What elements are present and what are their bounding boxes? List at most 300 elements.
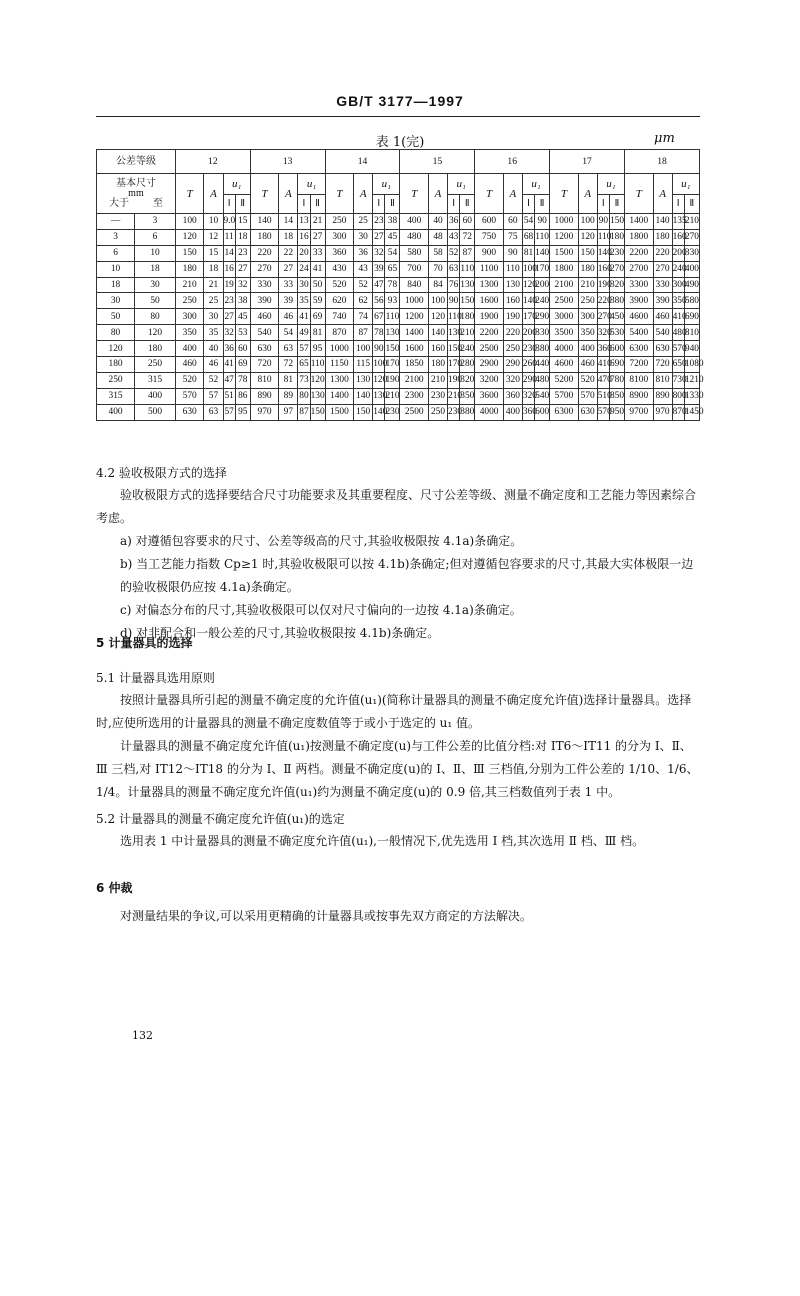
- value-cell: 32: [223, 325, 235, 341]
- a-header: A: [204, 174, 223, 214]
- value-cell: 180: [609, 229, 624, 245]
- value-cell: 480: [400, 229, 429, 245]
- u1-header: u₁: [522, 174, 549, 195]
- value-cell: 35: [204, 325, 223, 341]
- u1-header: u₁: [298, 174, 325, 195]
- value-cell: 400: [684, 261, 699, 277]
- value-cell: 330: [535, 325, 550, 341]
- value-cell: 320: [609, 277, 624, 293]
- table-row: [97, 357, 700, 373]
- value-cell: 190: [503, 309, 522, 325]
- value-cell: 250: [325, 214, 354, 230]
- value-cell: 3600: [475, 388, 504, 404]
- value-cell: 39: [279, 293, 298, 309]
- section-6: [96, 877, 700, 928]
- value-cell: 810: [250, 372, 279, 388]
- value-cell: 140: [373, 404, 385, 420]
- value-cell: 360: [503, 388, 522, 404]
- size-to-cell: 3: [135, 214, 176, 230]
- value-cell: 460: [175, 357, 204, 373]
- paragraph: 对测量结果的争议,可以采用更精确的计量器具或按事先双方商定的方法解决。: [120, 909, 532, 923]
- value-cell: 140: [597, 245, 609, 261]
- value-cell: 170: [448, 357, 460, 373]
- value-cell: 580: [400, 245, 429, 261]
- value-cell: 540: [653, 325, 672, 341]
- tolerance-table-wrapper: [96, 149, 704, 421]
- value-cell: 260: [522, 357, 534, 373]
- value-cell: 57: [298, 341, 310, 357]
- value-cell: 150: [448, 341, 460, 357]
- value-cell: 450: [609, 309, 624, 325]
- subsection-heading: 5.1 计量器具选用原则: [96, 671, 215, 685]
- value-cell: 57: [204, 388, 223, 404]
- u1-grade-ii-header: Ⅱ: [460, 195, 475, 214]
- section-heading: 5 计量器具的选择: [96, 636, 193, 650]
- value-cell: 690: [684, 309, 699, 325]
- value-cell: 41: [298, 309, 310, 325]
- value-cell: 97: [279, 404, 298, 420]
- value-cell: 220: [503, 325, 522, 341]
- value-cell: 180: [460, 309, 475, 325]
- value-cell: 90: [448, 293, 460, 309]
- value-cell: 250: [503, 341, 522, 357]
- value-cell: 74: [354, 309, 373, 325]
- value-cell: 36: [223, 341, 235, 357]
- value-cell: 63: [279, 341, 298, 357]
- size-from-cell: 10: [97, 261, 135, 277]
- value-cell: 120: [310, 372, 325, 388]
- value-cell: 110: [385, 309, 400, 325]
- value-cell: 210: [448, 388, 460, 404]
- value-cell: 18: [204, 261, 223, 277]
- value-cell: 360: [522, 404, 534, 420]
- grade-17-header: 17: [550, 150, 625, 174]
- value-cell: 520: [578, 372, 597, 388]
- standard-header: GB/T 3177—1997: [336, 93, 464, 109]
- value-cell: 18: [235, 229, 250, 245]
- value-cell: 78: [235, 372, 250, 388]
- value-cell: 330: [653, 277, 672, 293]
- paragraph: 计量器具的测量不确定度允许值(u₁)按测量不确定度(u)与工件公差的比值分档:对 IT6～IT11 的分为 Ⅰ、Ⅱ、Ⅲ 三档,对 IT12～IT18 的分为 Ⅰ、Ⅱ 两档。测量不确定度(u)的 Ⅰ、Ⅱ、Ⅲ 三档值,分别为工件公差的 1/10、1/6、1/4。计量器具的测量不确定度允许值(u₁)约为测量不确定度(u)的 0.9 倍,其三档数值列于表 1 中。: [96, 739, 699, 799]
- value-cell: 730: [672, 372, 684, 388]
- u1-grade-ii-header: Ⅱ: [609, 195, 624, 214]
- value-cell: 800: [672, 388, 684, 404]
- value-cell: 4000: [550, 341, 579, 357]
- u1-grade-i-header: Ⅰ: [522, 195, 534, 214]
- value-cell: 3200: [475, 372, 504, 388]
- value-cell: 46: [279, 309, 298, 325]
- size-label: 基本尺寸: [115, 177, 156, 189]
- value-cell: 350: [578, 325, 597, 341]
- paragraph: 验收极限方式的选择要结合尺寸功能要求及其重要程度、尺寸公差等级、测量不确定度和工艺能力等因素综合考虑。: [96, 488, 697, 525]
- value-cell: 38: [385, 214, 400, 230]
- value-cell: 110: [503, 261, 522, 277]
- value-cell: 18: [279, 229, 298, 245]
- value-cell: 180: [250, 229, 279, 245]
- value-cell: 270: [250, 261, 279, 277]
- page-number: 132: [132, 1029, 153, 1042]
- table-row: [97, 388, 700, 404]
- value-cell: 120: [522, 277, 534, 293]
- value-cell: 430: [325, 261, 354, 277]
- value-cell: 50: [310, 277, 325, 293]
- size-to-cell: 80: [135, 309, 176, 325]
- value-cell: 540: [250, 325, 279, 341]
- value-cell: 1210: [684, 372, 699, 388]
- value-cell: 76: [448, 277, 460, 293]
- value-cell: 23: [235, 245, 250, 261]
- value-cell: 30: [354, 229, 373, 245]
- value-cell: 300: [672, 277, 684, 293]
- value-cell: 23: [373, 214, 385, 230]
- value-cell: 410: [672, 309, 684, 325]
- value-cell: 16: [298, 229, 310, 245]
- value-cell: 180: [653, 229, 672, 245]
- value-cell: 5700: [550, 388, 579, 404]
- section-heading: 6 仲裁: [96, 881, 133, 895]
- u1-header: u₁: [373, 174, 400, 195]
- value-cell: 130: [354, 372, 373, 388]
- value-cell: 270: [609, 261, 624, 277]
- value-cell: 890: [653, 388, 672, 404]
- size-from-cell: 80: [97, 325, 135, 341]
- value-cell: 63: [204, 404, 223, 420]
- value-cell: 27: [235, 261, 250, 277]
- u1-grade-i-header: Ⅰ: [373, 195, 385, 214]
- value-cell: 120: [373, 372, 385, 388]
- value-cell: 20: [298, 245, 310, 261]
- value-cell: 200: [522, 325, 534, 341]
- value-cell: 95: [235, 404, 250, 420]
- value-cell: 620: [325, 293, 354, 309]
- value-cell: 210: [429, 372, 448, 388]
- value-cell: 49: [298, 325, 310, 341]
- value-cell: 230: [522, 341, 534, 357]
- value-cell: 290: [503, 357, 522, 373]
- value-cell: 130: [310, 388, 325, 404]
- value-cell: 700: [400, 261, 429, 277]
- value-cell: 130: [448, 325, 460, 341]
- value-cell: 630: [175, 404, 204, 420]
- value-cell: 100: [522, 261, 534, 277]
- size-from-cell: 400: [97, 404, 135, 420]
- value-cell: 14: [279, 214, 298, 230]
- value-cell: 7200: [624, 357, 653, 373]
- value-cell: 870: [325, 325, 354, 341]
- value-cell: 150: [354, 404, 373, 420]
- value-cell: 41: [310, 261, 325, 277]
- value-cell: 520: [325, 277, 354, 293]
- value-cell: 9700: [624, 404, 653, 420]
- value-cell: 58: [429, 245, 448, 261]
- value-cell: 220: [597, 293, 609, 309]
- value-cell: 380: [535, 341, 550, 357]
- value-cell: 190: [385, 372, 400, 388]
- size-from-cell: 3: [97, 229, 135, 245]
- value-cell: 1850: [400, 357, 429, 373]
- value-cell: 410: [597, 357, 609, 373]
- value-cell: 140: [250, 214, 279, 230]
- value-cell: 6300: [550, 404, 579, 420]
- value-cell: 160: [429, 341, 448, 357]
- value-cell: 40: [204, 341, 223, 357]
- value-cell: 11: [223, 229, 235, 245]
- value-cell: 250: [175, 293, 204, 309]
- value-cell: 320: [597, 325, 609, 341]
- value-cell: 65: [298, 357, 310, 373]
- value-cell: 9.0: [223, 214, 235, 230]
- value-cell: 300: [175, 309, 204, 325]
- value-cell: 510: [597, 388, 609, 404]
- value-cell: 90: [535, 214, 550, 230]
- value-cell: 36: [448, 214, 460, 230]
- value-cell: 63: [448, 261, 460, 277]
- t-header: T: [325, 174, 354, 214]
- u1-grade-ii-header: Ⅱ: [310, 195, 325, 214]
- value-cell: 90: [373, 341, 385, 357]
- value-cell: 93: [385, 293, 400, 309]
- value-cell: 4000: [475, 404, 504, 420]
- value-cell: 270: [653, 261, 672, 277]
- value-cell: 54: [385, 245, 400, 261]
- value-cell: 2300: [400, 388, 429, 404]
- value-cell: 36: [354, 245, 373, 261]
- value-cell: 480: [535, 372, 550, 388]
- value-cell: 950: [609, 404, 624, 420]
- value-cell: 5400: [624, 325, 653, 341]
- size-to-cell: 250: [135, 357, 176, 373]
- value-cell: 3900: [624, 293, 653, 309]
- t-header: T: [550, 174, 579, 214]
- value-cell: 45: [385, 229, 400, 245]
- value-cell: 72: [279, 357, 298, 373]
- grade-16-header: 16: [475, 150, 550, 174]
- size-from-cell: 30: [97, 293, 135, 309]
- value-cell: 15: [235, 214, 250, 230]
- u1-grade-i-header: Ⅰ: [223, 195, 235, 214]
- value-cell: 280: [460, 357, 475, 373]
- value-cell: 840: [400, 277, 429, 293]
- size-from-cell: —: [97, 214, 135, 230]
- value-cell: 47: [223, 372, 235, 388]
- value-cell: 60: [503, 214, 522, 230]
- value-cell: 150: [310, 404, 325, 420]
- value-cell: 78: [373, 325, 385, 341]
- u1-grade-i-header: Ⅰ: [448, 195, 460, 214]
- value-cell: 130: [503, 277, 522, 293]
- value-cell: 52: [448, 245, 460, 261]
- value-cell: 350: [175, 325, 204, 341]
- grade-12-header: 12: [175, 150, 250, 174]
- size-to-cell: 120: [135, 325, 176, 341]
- table-row: [97, 372, 700, 388]
- value-cell: 120: [578, 229, 597, 245]
- value-cell: 2100: [550, 277, 579, 293]
- value-cell: 2500: [550, 293, 579, 309]
- u1-header: u₁: [597, 174, 624, 195]
- value-cell: 33: [279, 277, 298, 293]
- value-cell: 230: [385, 404, 400, 420]
- size-to-cell: 315: [135, 372, 176, 388]
- value-cell: 100: [175, 214, 204, 230]
- value-cell: 15: [204, 245, 223, 261]
- value-cell: 1300: [475, 277, 504, 293]
- size-to-cell: 500: [135, 404, 176, 420]
- value-cell: 1200: [400, 309, 429, 325]
- table-row: [97, 404, 700, 420]
- value-cell: 350: [460, 388, 475, 404]
- value-cell: 100: [373, 357, 385, 373]
- value-cell: 110: [535, 229, 550, 245]
- value-cell: 460: [250, 309, 279, 325]
- value-cell: 150: [609, 214, 624, 230]
- value-cell: 35: [298, 293, 310, 309]
- t-header: T: [624, 174, 653, 214]
- value-cell: 115: [354, 357, 373, 373]
- value-cell: 380: [460, 404, 475, 420]
- value-cell: 84: [429, 277, 448, 293]
- u1-grade-ii-header: Ⅱ: [535, 195, 550, 214]
- value-cell: 60: [460, 214, 475, 230]
- value-cell: 180: [429, 357, 448, 373]
- value-cell: 80: [298, 388, 310, 404]
- value-cell: 16: [223, 261, 235, 277]
- value-cell: 750: [475, 229, 504, 245]
- u1-grade-i-header: Ⅰ: [672, 195, 684, 214]
- table-row: [97, 214, 700, 230]
- size-greater-than-label: 大于: [108, 197, 129, 209]
- value-cell: 290: [522, 372, 534, 388]
- a-header: A: [578, 174, 597, 214]
- u1-grade-ii-header: Ⅱ: [684, 195, 699, 214]
- value-cell: 270: [684, 229, 699, 245]
- u1-grade-ii-header: Ⅱ: [235, 195, 250, 214]
- value-cell: 24: [298, 261, 310, 277]
- value-cell: 290: [535, 309, 550, 325]
- value-cell: 81: [522, 245, 534, 261]
- value-cell: 600: [535, 404, 550, 420]
- value-cell: 580: [684, 293, 699, 309]
- value-cell: 1200: [550, 229, 579, 245]
- size-to-cell: 30: [135, 277, 176, 293]
- value-cell: 1800: [624, 229, 653, 245]
- value-cell: 1400: [400, 325, 429, 341]
- value-cell: 850: [609, 388, 624, 404]
- value-cell: 400: [503, 404, 522, 420]
- value-cell: 73: [298, 372, 310, 388]
- value-cell: 27: [310, 229, 325, 245]
- grade-14-header: 14: [325, 150, 400, 174]
- value-cell: 170: [535, 261, 550, 277]
- value-cell: 220: [250, 245, 279, 261]
- grade-18-header: 18: [624, 150, 699, 174]
- value-cell: 4600: [624, 309, 653, 325]
- u1-header: u₁: [672, 174, 699, 195]
- table-unit: μm: [654, 131, 675, 146]
- value-cell: 400: [400, 214, 429, 230]
- value-cell: 8900: [624, 388, 653, 404]
- table-caption: 表 1(完): [375, 135, 425, 150]
- value-cell: 100: [429, 293, 448, 309]
- value-cell: 120: [175, 229, 204, 245]
- a-header: A: [354, 174, 373, 214]
- list-item: b) 当工艺能力指数 Cp≥1 时,其验收极限可以按 4.1b)条确定;但对遵循包容要求的尺寸,其最大实体极限一边的验收极限仍应按 4.1a)条确定。: [120, 557, 694, 594]
- value-cell: 51: [223, 388, 235, 404]
- value-cell: 540: [535, 388, 550, 404]
- value-cell: 27: [279, 261, 298, 277]
- value-cell: 810: [653, 372, 672, 388]
- a-header: A: [653, 174, 672, 214]
- value-cell: 490: [684, 277, 699, 293]
- size-from-cell: 180: [97, 357, 135, 373]
- value-cell: 320: [460, 372, 475, 388]
- value-cell: 900: [475, 245, 504, 261]
- value-cell: 87: [354, 325, 373, 341]
- value-cell: 230: [448, 404, 460, 420]
- table-row: [97, 293, 700, 309]
- value-cell: 230: [609, 245, 624, 261]
- value-cell: 180: [175, 261, 204, 277]
- value-cell: 52: [204, 372, 223, 388]
- value-cell: 43: [354, 261, 373, 277]
- value-cell: 54: [279, 325, 298, 341]
- size-to-cell: 180: [135, 341, 176, 357]
- size-from-cell: 6: [97, 245, 135, 261]
- t-header: T: [475, 174, 504, 214]
- grade-13-header: 13: [250, 150, 325, 174]
- value-cell: 1330: [684, 388, 699, 404]
- value-cell: 530: [609, 325, 624, 341]
- value-cell: 160: [597, 261, 609, 277]
- list-item: d) 对非配合和一般公差的尺寸,其验收极限按 4.1b)条确定。: [120, 626, 440, 640]
- value-cell: 240: [672, 261, 684, 277]
- u1-header: u₁: [448, 174, 475, 195]
- size-to-cell: 10: [135, 245, 176, 261]
- value-cell: 81: [310, 325, 325, 341]
- value-cell: 48: [429, 229, 448, 245]
- value-cell: 41: [223, 357, 235, 373]
- value-cell: 1000: [325, 341, 354, 357]
- value-cell: 39: [373, 261, 385, 277]
- value-cell: 1400: [624, 214, 653, 230]
- a-header: A: [503, 174, 522, 214]
- value-cell: 140: [429, 325, 448, 341]
- value-cell: 300: [578, 309, 597, 325]
- value-cell: 68: [522, 229, 534, 245]
- value-cell: 250: [578, 293, 597, 309]
- value-cell: 110: [448, 309, 460, 325]
- value-cell: 740: [325, 309, 354, 325]
- value-cell: 890: [250, 388, 279, 404]
- value-cell: 65: [385, 261, 400, 277]
- value-cell: 720: [250, 357, 279, 373]
- value-cell: 190: [597, 277, 609, 293]
- value-cell: 57: [223, 404, 235, 420]
- value-cell: 75: [503, 229, 522, 245]
- value-cell: 90: [503, 245, 522, 261]
- section-heading: 4.2 验收极限方式的选择: [96, 466, 227, 480]
- value-cell: 360: [597, 341, 609, 357]
- value-cell: 130: [373, 388, 385, 404]
- value-cell: 140: [535, 245, 550, 261]
- value-cell: 650: [672, 357, 684, 373]
- value-cell: 13: [298, 214, 310, 230]
- value-cell: 95: [310, 341, 325, 357]
- value-cell: 690: [609, 357, 624, 373]
- list-item: c) 对偏态分布的尺寸,其验收极限可以仅对尺寸偏向的一边按 4.1a)条确定。: [120, 603, 522, 617]
- value-cell: 150: [460, 293, 475, 309]
- value-cell: 33: [310, 245, 325, 261]
